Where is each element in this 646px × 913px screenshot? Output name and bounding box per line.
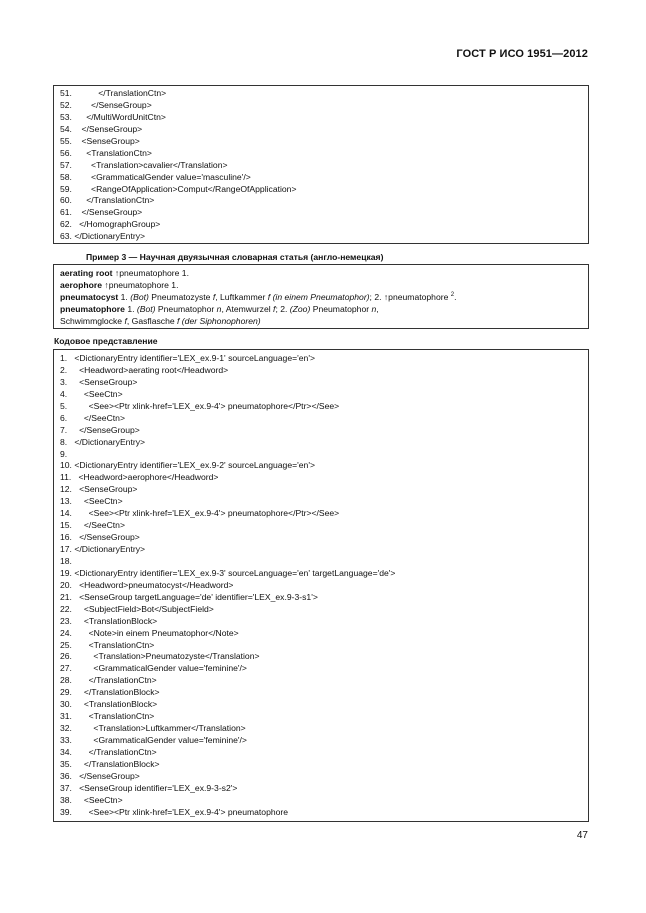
code-line: 51. </TranslationCtn>	[60, 88, 167, 98]
code-line: 59. <RangeOfApplication>Comput</RangeOfApplication>	[60, 183, 297, 194]
page-number: 47	[576, 830, 588, 841]
code-line: 38. <SeeCtn>	[60, 794, 123, 805]
code-line: 22. <SubjectField>Bot</SubjectField>	[60, 603, 214, 614]
code-block-continuation	[53, 85, 589, 244]
code-line: 36. </SenseGroup>	[60, 770, 140, 781]
cross-reference: ↑pneumatophore 1.	[112, 268, 189, 278]
superscript: 2	[450, 292, 455, 299]
code-line: 33. <GrammaticalGender value='feminine'/>	[60, 735, 247, 745]
code-line: 27. <GrammaticalGender value='feminine'/>	[60, 663, 247, 674]
translation: Schwimmglocke	[60, 316, 125, 326]
sense-number: 1.	[118, 292, 131, 302]
code-line: 25. <TranslationCtn>	[60, 639, 155, 650]
code-line: 26. <Translation>Pneumatozyste</Translation>	[60, 651, 260, 662]
code-line: 5. <See><Ptr xlink-href='LEX_ex.9-4'> pneumatophore</Ptr></See>	[60, 400, 340, 411]
translation: Pneumatophor	[310, 304, 372, 314]
code-line: 2. <Headword>aerating root</Headword>	[60, 364, 229, 375]
code-line: 63. </DictionaryEntry>	[60, 231, 146, 242]
code-line: 58. <GrammaticalGender value='masculine'/>	[60, 171, 251, 182]
code-line: 12. <SenseGroup>	[60, 484, 138, 495]
code-line: 8. </DictionaryEntry>	[60, 436, 146, 447]
code-line: 52. </SenseGroup>	[60, 99, 152, 110]
code-line: 62. </HomographGroup>	[60, 219, 161, 230]
code-line: 31. <TranslationCtn>	[60, 711, 155, 722]
entry-line-aerophore	[60, 279, 584, 291]
dictionary-entry-example	[53, 264, 589, 329]
code-line: 15. </SeeCtn>	[60, 520, 125, 531]
code-line: 61. </SenseGroup>	[60, 207, 143, 218]
headword: aerophore	[60, 280, 103, 290]
code-line: 10. <DictionaryEntry identifier='LEX_ex.9-2' sourceLanguage='en'>	[60, 460, 315, 471]
translation: , Luftkammer	[215, 292, 268, 302]
code-line: 56. <TranslationCtn>	[60, 147, 152, 158]
code-line: 16. </SenseGroup>	[60, 532, 140, 543]
code-line: 9.	[60, 448, 68, 459]
code-line: 35. </TranslationBlock>	[60, 758, 160, 769]
gender: f	[124, 316, 127, 326]
gender: n	[371, 304, 377, 314]
headword: pneumatocyst	[60, 292, 119, 302]
page-header-title: ГОСТ Р ИСО 1951—2012	[456, 48, 588, 60]
code-line: 18.	[60, 555, 72, 566]
code-line: 11. <Headword>aerophore</Headword>	[60, 472, 219, 483]
code-line: 60. </TranslationCtn>	[60, 195, 155, 206]
code-line: 1. <DictionaryEntry identifier='LEX_ex.9-1' sourceLanguage='en'>	[60, 353, 315, 363]
gender: n	[216, 304, 222, 314]
code-line: 57. <Translation>cavalier</Translation>	[60, 159, 228, 170]
subject-field: (Bot)	[130, 292, 149, 302]
code-line: 24. <Note>in einem Pneumatophor</Note>	[60, 627, 239, 638]
code-line: 23. <TranslationBlock>	[60, 615, 158, 626]
code-line: 39. <See><Ptr xlink-href='LEX_ex.9-4'> pneumatophore	[60, 806, 289, 817]
subject-field: (Bot)	[136, 304, 156, 314]
cross-reference: ; 2. ↑pneumatophore	[369, 292, 451, 302]
example-caption: Пример 3 — Научная двуязычная словарная статья (англо-немецкая)	[86, 252, 384, 262]
code-line: 6. </SeeCtn>	[60, 412, 125, 423]
headword: aerating root	[60, 268, 113, 278]
entry-line-continuation	[60, 315, 584, 327]
code-line: 14. <See><Ptr xlink-href='LEX_ex.9-4'> pneumatophore</Ptr></See>	[60, 508, 340, 519]
code-line: 32. <Translation>Luftkammer</Translation>	[60, 723, 246, 734]
headword: pneumatophore	[60, 304, 125, 314]
code-representation-caption: Кодовое представление	[54, 336, 158, 346]
code-line: 7. </SenseGroup>	[60, 424, 140, 435]
gender: f	[212, 292, 216, 302]
sense-number: ; 2.	[275, 304, 290, 314]
code-line: 53. </MultiWordUnitCtn>	[60, 111, 166, 122]
code-line: 30. <TranslationBlock>	[60, 699, 158, 710]
punctuation: .	[454, 292, 457, 302]
code-line: 20. <Headword>pneumatocyst</Headword>	[60, 579, 234, 590]
gender: f	[273, 304, 276, 314]
code-line: 37. <SenseGroup identifier='LEX_ex.9-3-s2'>	[60, 782, 238, 793]
translation: Pneumatophor	[155, 304, 217, 314]
gender-note: f (in einem Pneumatophor)	[267, 292, 370, 302]
code-line: 21. <SenseGroup targetLanguage='de' identifier='LEX_ex.9-3-s1'>	[60, 591, 318, 602]
punctuation: ,	[376, 304, 379, 314]
entry-line-pneumatocyst	[60, 291, 584, 303]
cross-reference: ↑pneumatophore 1.	[102, 280, 179, 290]
code-line: 55. <SenseGroup>	[60, 135, 140, 146]
gender-note: f (der Siphonophoren)	[177, 316, 261, 326]
translation: , Atemwurzel	[221, 304, 274, 314]
entry-line-aerating-root	[60, 267, 584, 279]
code-line: 4. <SeeCtn>	[60, 388, 123, 399]
code-line: 3. <SenseGroup>	[60, 376, 138, 387]
entry-line-pneumatophore	[60, 303, 584, 315]
code-line: 13. <SeeCtn>	[60, 496, 123, 507]
subject-field: (Zoo)	[289, 304, 311, 314]
code-line: 29. </TranslationBlock>	[60, 687, 160, 698]
translation: Pneumatozyste	[148, 292, 213, 302]
code-line: 54. </SenseGroup>	[60, 123, 143, 134]
sense-number: 1.	[124, 304, 137, 314]
code-line: 34. </TranslationCtn>	[60, 746, 157, 757]
translation: , Gasflasche	[126, 316, 178, 326]
code-line: 19. <DictionaryEntry identifier='LEX_ex.9-3' sourceLanguage='en' targetLanguage='de'>	[60, 567, 396, 578]
code-line: 17. </DictionaryEntry>	[60, 544, 146, 554]
code-line: 28. </TranslationCtn>	[60, 675, 157, 686]
code-block-example	[53, 349, 589, 822]
